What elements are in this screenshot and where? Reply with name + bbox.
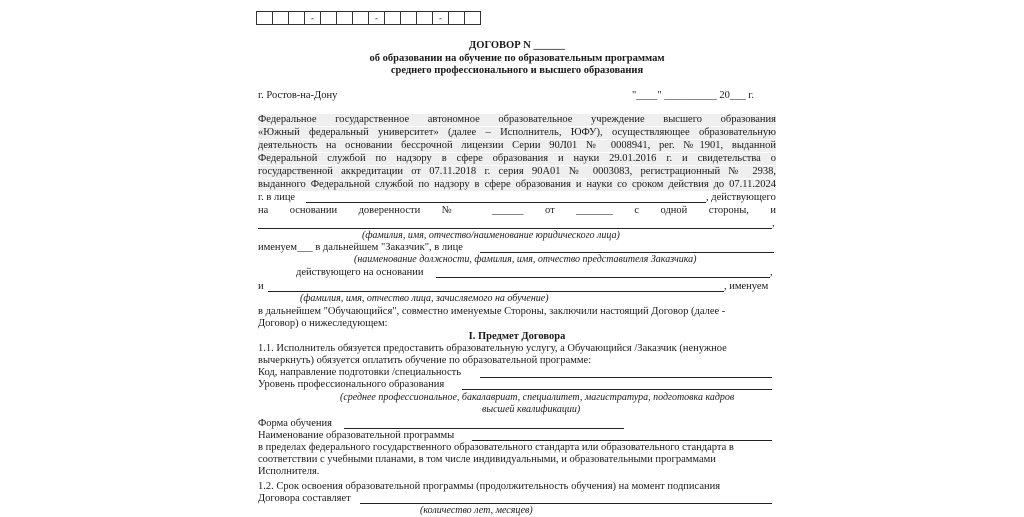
code-box	[464, 11, 481, 25]
hint-customer-name: (фамилия, имя, отчество/наименование юридического лица)	[362, 230, 620, 241]
hint-level-2: высшей квалификации)	[482, 404, 581, 415]
code-box	[416, 11, 433, 25]
code-box	[272, 11, 289, 25]
hint-level-1: (среднее профессиональное, бакалавриат, специалитет, магистратура, подготовка кадров	[340, 392, 735, 403]
named-label: , именуем	[724, 281, 769, 292]
and-label: и	[258, 281, 264, 292]
standard-line-3: Исполнителя.	[258, 466, 320, 477]
study-form-line	[344, 428, 624, 429]
code-box: -	[304, 11, 321, 25]
program-name-line	[472, 440, 772, 441]
contract-title: ДОГОВОР N ______	[469, 40, 565, 51]
preamble-line-5: государственной аккредитации от 07.11.2018 г. серия 90А01 № 0003083, регистрационный № 2938,	[258, 166, 776, 177]
code-box	[400, 11, 417, 25]
preamble-line-1: Федеральное государственное автономное образовательное учреждение высшего образования	[258, 114, 776, 125]
in-person-label: г. в лице	[258, 192, 296, 203]
student-name-line	[268, 291, 724, 292]
preamble-line-4: Федеральной службой по надзору в сфере образования и науки 29.01.2016 г. и свидетельства о	[258, 153, 776, 164]
comma-2: ,	[770, 267, 773, 278]
code-box	[448, 11, 465, 25]
parties-line-2: Договор) о нижеследующем:	[258, 318, 388, 329]
program-name-label: Наименование образовательной программы	[258, 430, 455, 441]
clause-1-1-line-1: 1.1. Исполнитель обязуется предоставить образовательную услугу, а Обучающийся /Заказчик (ненужное	[258, 343, 727, 354]
named-customer-label: именуем___ в дальнейшем "Заказчик", в лице	[258, 242, 463, 253]
code-box	[352, 11, 369, 25]
preamble-line-6: выданного Федеральной службой по надзору в сфере образования и науки со сроком действия до 07.11.2024	[258, 179, 776, 190]
power-of-attorney-line: на основании доверенности № ______ от _______ с одной стороны, и	[258, 205, 776, 216]
education-level-line	[462, 389, 772, 390]
standard-line-1: в пределах федерального государственного образовательного стандарта или образовательного стандарта в	[258, 442, 734, 453]
acting-basis-line	[436, 277, 770, 278]
code-box	[256, 11, 273, 25]
contract-subtitle-2: среднего профессионального и высшего образования	[390, 65, 644, 76]
code-box	[320, 11, 337, 25]
preamble-line-2: «Южный федеральный университет» (далее – Исполнитель, ЮФУ), осуществляющее образовательную	[258, 127, 776, 138]
date-label: "____" __________ 20___ г.	[632, 90, 754, 101]
specialty-code-label: Код, направление подготовки /специальность	[258, 367, 462, 378]
hint-rep-position: (наименование должности, фамилия, имя, отчество представителя Заказчика)	[354, 254, 697, 265]
parties-line-1: в дальнейшем "Обучающийся", совместно именуемые Стороны, заключили настоящий Договор (далее -	[258, 306, 726, 317]
section-1-heading: I. Предмет Договора	[468, 331, 566, 342]
acting-label: , действующего	[706, 192, 776, 203]
clause-1-2-line-2: Договора составляет	[258, 493, 351, 504]
code-box	[384, 11, 401, 25]
study-term-line	[360, 503, 772, 504]
clause-1-2-line-1: 1.2. Срок освоения образовательной программы (продолжительность обучения) на момент подписания	[258, 481, 721, 492]
standard-line-2: соответствии с учебными планами, в том числе индивидуальными, и образовательными программами	[258, 454, 716, 465]
place-label: г. Ростов-на-Дону	[258, 90, 338, 101]
representative-line	[306, 202, 706, 203]
code-box: -	[368, 11, 385, 25]
acting-basis-label: действующего на основании	[296, 267, 424, 278]
customer-rep-line	[480, 252, 774, 253]
code-box	[336, 11, 353, 25]
comma-1: ,	[772, 218, 775, 229]
education-level-label: Уровень профессионального образования	[258, 379, 445, 390]
preamble-line-3: деятельность на основании бессрочной лицензии Серии 90Л01 № 0008941, рег. №1901, выданной	[258, 140, 776, 151]
specialty-code-line	[480, 377, 772, 378]
study-form-label: Форма обучения	[258, 418, 332, 429]
contract-code-boxes	[256, 11, 480, 25]
code-box: -	[432, 11, 449, 25]
code-box	[288, 11, 305, 25]
customer-name-line	[258, 228, 772, 229]
hint-study-term: (количество лет, месяцев)	[420, 505, 533, 516]
contract-subtitle-1: об образовании на обучение по образовательным программам	[369, 53, 665, 64]
clause-1-1-line-2: вычеркнуть) обязуется оплатить обучение по образовательной программе:	[258, 355, 592, 366]
hint-student-name: (фамилия, имя, отчество лица, зачисляемого на обучение)	[300, 293, 549, 304]
